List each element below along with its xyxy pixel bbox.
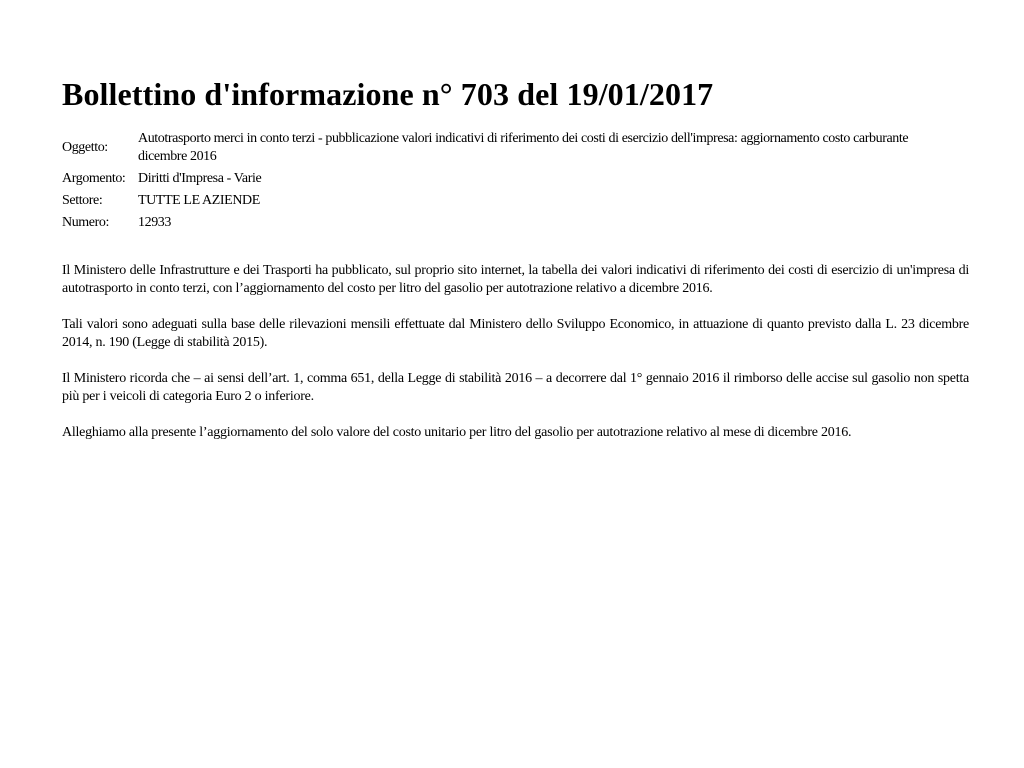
body-paragraph: Tali valori sono adeguati sulla base delle rilevazioni mensili effettuate dal Ministero dello Sviluppo Economico, in attuazione di quanto previsto dalla L. 23 dicembre 2014, n. 190 (Legge di stabilità 2015). — [62, 317, 969, 350]
body-paragraph: Il Ministero delle Infrastrutture e dei Trasporti ha pubblicato, sul proprio sito internet, la tabella dei valori indicativi di riferimento dei costi di esercizio di un'impresa di autotrasporto in conto terzi, con l’aggiornamento del costo per litro del gasolio per autotrazione relativo a dicembre 2016. — [62, 263, 969, 296]
metadata-key: Settore: — [62, 193, 103, 208]
metadata-row-settore — [60, 190, 960, 212]
metadata-value: Autotrasporto merci in conto terzi - pubblicazione valori indicativi di riferimento dei costi di esercizio dell'impresa: aggiornamento costo carburante dicembre 2016 — [138, 131, 909, 164]
metadata-key: Argomento: — [62, 171, 126, 186]
metadata-row-argomento — [60, 168, 960, 190]
metadata-value: 12933 — [138, 215, 172, 230]
document-body — [62, 262, 969, 442]
body-paragraph: Il Ministero ricorda che – ai sensi dell’art. 1, comma 651, della Legge di stabilità 2016 – a decorrere dal 1° gennaio 2016 il rimborso delle accise sul gasolio non spetta più per i veicoli di categoria Euro 2 o inferiore. — [62, 371, 969, 404]
metadata-value: Diritti d'Impresa - Varie — [138, 171, 262, 186]
metadata-value: TUTTE LE AZIENDE — [138, 193, 260, 208]
metadata-row-oggetto — [60, 128, 960, 168]
body-paragraph: Alleghiamo alla presente l’aggiornamento del solo valore del costo unitario per litro del gasolio per autotrazione relativo al mese di dicembre 2016. — [62, 425, 852, 440]
metadata-table — [60, 128, 960, 234]
metadata-key: Numero: — [62, 215, 109, 230]
metadata-key: Oggetto: — [62, 140, 108, 155]
document-title: Bollettino d'informazione n° 703 del 19/01/2017 — [62, 76, 714, 112]
metadata-row-numero — [60, 212, 960, 234]
